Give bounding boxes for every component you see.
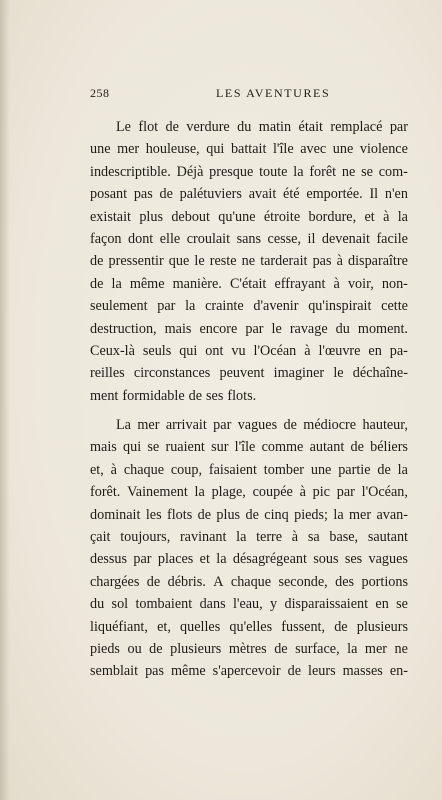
text-line: existait plus debout qu'une étroite bordure, et à la [90, 208, 408, 225]
text-line: chargées de débris. A chaque seconde, des portions [90, 573, 408, 590]
text-line: La mer arrivait par vagues de médiocre hauteur, [116, 417, 408, 434]
body-text [90, 116, 408, 683]
text-line: Le flot de verdure du matin était remplacé par [116, 119, 408, 135]
page-number: 258 [90, 86, 110, 100]
paragraph-gap [90, 407, 408, 414]
text-line: ment formidable de ses flots. [90, 387, 257, 404]
text-line: indescriptible. Déjà presque toute la forêt ne se com- [90, 163, 408, 180]
text-line: destruction, mais encore par le ravage du moment. [90, 320, 408, 337]
text-line: et, à chaque coup, faisaient tomber une partie de la [90, 461, 408, 478]
page-header [90, 86, 406, 102]
text-line: Ceux-là seuls qui ont vu l'Océan à l'œuvre en pa- [90, 342, 408, 359]
text-line: mais qui se ruaient sur l'île comme autant de béliers [90, 439, 408, 456]
text-line: forêt. Vainement la plage, coupée à pic par l'Océan, [90, 484, 408, 501]
text-line: çait toujours, ravinant la terre à sa base, sautant [90, 529, 408, 546]
text-line: reilles circonstances peuvent imaginer le déchaîne- [90, 365, 408, 382]
text-line: une mer houleuse, qui battait l'île avec une violence [90, 141, 408, 158]
page-gutter-shadow [0, 0, 10, 800]
text-line: pieds ou de plusieurs mètres de surface, la mer ne [90, 640, 408, 657]
text-line: liquéfiant, et, quelles qu'elles fussent, de plusieurs [90, 618, 408, 635]
text-line: seulement par la crainte d'avenir qu'inspirait cette [90, 298, 408, 315]
text-line: posant pas de palétuviers avait été emportée. Il n'en [90, 186, 408, 203]
text-line: de la même manière. C'était effrayant à voir, non- [90, 275, 408, 292]
text-line: dominait les flots de plus de cinq pieds; la mer avan- [90, 506, 408, 523]
text-line: semblait pas même s'apercevoir de leurs masses en- [90, 663, 408, 680]
text-line: façon dont elle croulait sans cesse, il devenait facile [90, 230, 408, 247]
text-line: de pressentir que le reste ne tarderait pas à disparaître [90, 253, 408, 270]
text-line: dessus par places et la désagrégeant sous ses vagues [90, 551, 408, 568]
running-head: LES AVENTURES [216, 86, 331, 100]
text-line: du sol tombaient dans l'eau, y disparaissaient en se [90, 596, 408, 613]
